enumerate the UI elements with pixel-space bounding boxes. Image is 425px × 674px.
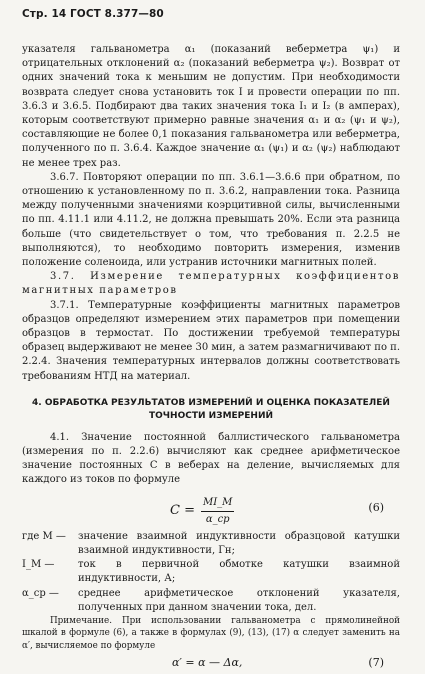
paragraph: 3.7.1. Температурные коэффициенты магнитных параметров образцов определяют измерением этих параметров при помещении образцов в термостат. По достижении требуемой температуры образец выдерживают не менее 30 мин, а затем размагничивают по п. 2.2.4. Значения температурных интервалов должны соответствовать требованиям НТД на материал. <box>22 299 400 382</box>
paragraph: 4.1. Значение постоянной баллистического гальванометра (измерения по п. 2.2.6) вычисляют как среднее арифметическое значение постоянных C в веберах на деление, вычисляемых для каждого из токов по формуле <box>22 431 400 486</box>
paragraph: указателя гальванометра α₁ (показаний веберметра ψ₁) и отрицательных отклонений α₂ (показаний веберметра ψ₂). Возврат от одних значений тока к меньшим не допустим. При необходимости возврата следует снова установить ток I и провести операции по пп. 3.6.3 и 3.6.5. Подбирают два таких значения тока I₁ и I₂ (в амперах), которым соответствуют примерно равные значения α₁ и α₂ (ψ₁ и ψ₂), составляющие не более 0,1 показания гальванометра или веберметра, полученного по п. 3.6.4. Каждое значение α₁ (ψ₁) и α₂ (ψ₂) наблюдают не менее трех раз. <box>22 44 400 169</box>
formula-numerator: MI_M <box>201 496 234 512</box>
section-heading-line-2: ТОЧНОСТИ ИЗМЕРЕНИЙ <box>148 410 274 421</box>
paragraph: 3.6.7. Повторяют операции по пп. 3.6.1—3.6.6 при обратном, по отношению к установленному по п. 3.6.2, направлении тока. Разница между полученными значениями коэрцитивной силы, вычисленными по пп. 4.11.1 или 4.11.2, не должна превышать 20%. Если эта разница больше (что свидетельствует о том, что требования п. 2.2.5 не выполняются), то необходимо повторить измерения, изменив положение соленоида, или устранив источники магнитных полей. <box>22 171 400 269</box>
definition-symbol: где M — <box>22 530 66 542</box>
formula-lhs: C = <box>170 503 195 519</box>
formula-number: (6) <box>368 500 384 514</box>
formula-fraction <box>201 496 234 527</box>
note: Примечание. При использовании гальванометра с прямолинейной шкалой в формуле (6), а также в формулах (9), (13), (17) α следует заменить на α′, вычисляемое по формуле <box>22 615 400 651</box>
definition-symbol: α_ср — <box>22 587 59 599</box>
formula-7 <box>22 652 400 674</box>
formula-number: (7) <box>368 656 384 670</box>
subsection-heading: 3.7. Измерение температурных коэффициентов магнитных параметров <box>22 271 400 297</box>
definition-text: среднее арифметическое отклонений указателя, полученных при данном значении тока, дел. <box>78 587 400 613</box>
formula-expression: α′ = α — Δα, <box>172 656 243 670</box>
formula-6 <box>22 490 400 526</box>
definition-text: значение взаимной индуктивности образцовой катушки взаимной индуктивности, Гн; <box>78 530 400 556</box>
definition-item <box>22 558 400 586</box>
page-header: Стр. 14 ГОСТ 8.377—80 <box>22 8 164 20</box>
definition-text: ток в первичной обмотке катушки взаимной индуктивности, А; <box>78 559 400 585</box>
formula-denominator: α_ср <box>205 513 230 525</box>
definition-symbol: I_M — <box>22 559 55 571</box>
definition-item <box>22 587 400 615</box>
definition-item <box>22 530 400 558</box>
section-heading <box>22 397 400 423</box>
section-heading-line-1: 4. ОБРАБОТКА РЕЗУЛЬТАТОВ ИЗМЕРЕНИЙ И ОЦЕНКА ПОКАЗАТЕЛЕЙ <box>32 397 390 408</box>
formula-expression <box>170 496 234 527</box>
page-body <box>22 43 400 674</box>
